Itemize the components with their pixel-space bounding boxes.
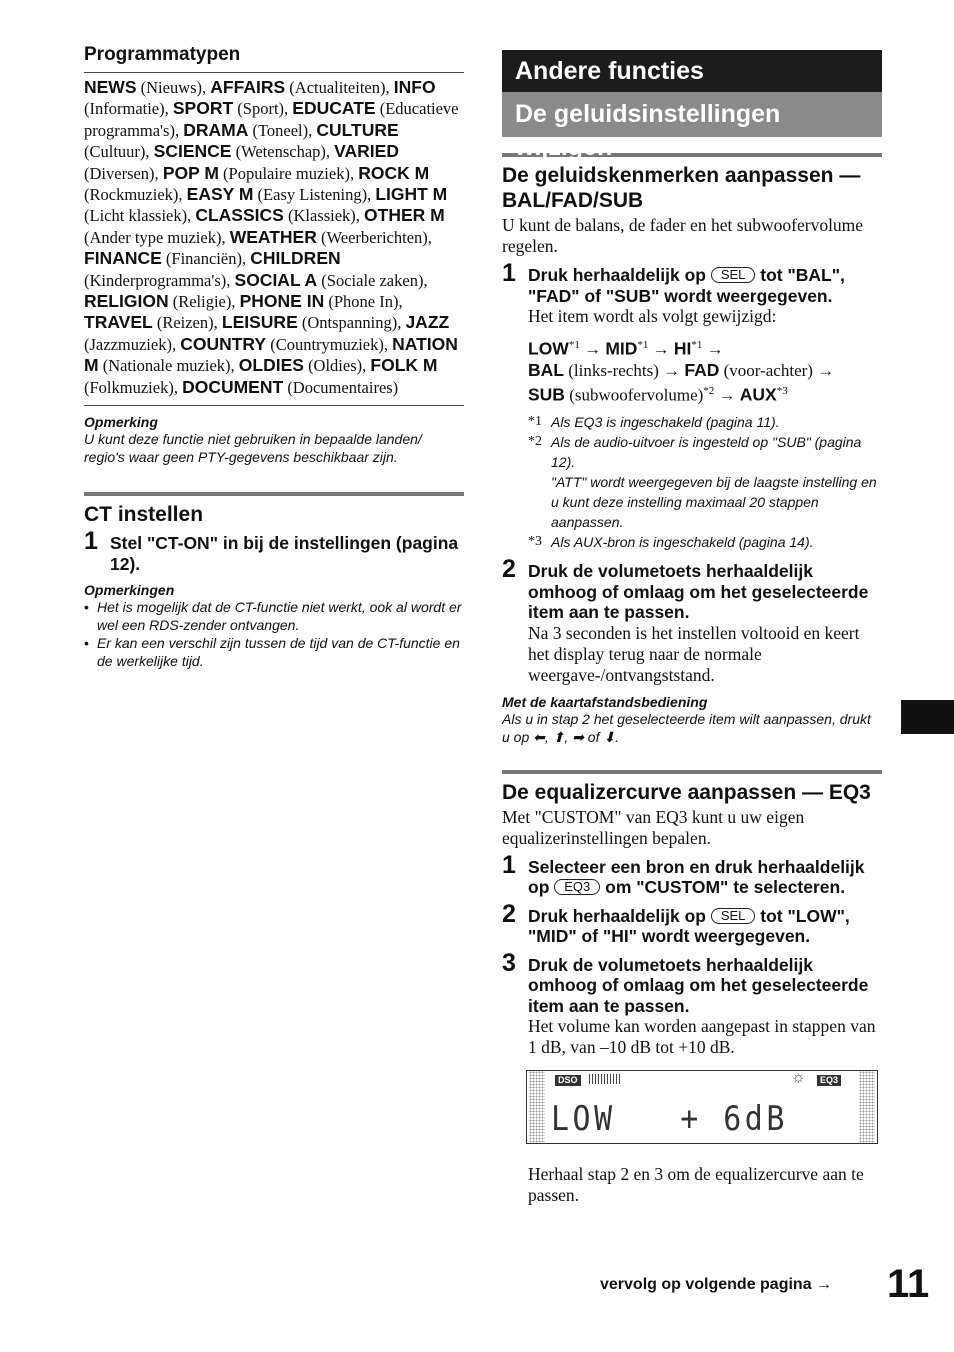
lcd-readout: LOW + 6dB (551, 1099, 788, 1140)
notes-title: Opmerkingen (84, 582, 175, 599)
pty-item: EDUCATE (Educatieve programma's), (84, 98, 459, 140)
left-column (84, 44, 464, 670)
footnote: *3 Als AUX-bron is ingeschakeld (pagina 14). (528, 534, 814, 551)
lcd-display-illustration (526, 1070, 878, 1144)
step-text: Druk herhaaldelijk op SEL tot "BAL", "FAD" of "SUB" wordt weergegeven. (528, 265, 845, 306)
lcd-dot-matrix (859, 1071, 875, 1143)
step-body: Na 3 seconden is het instellen voltooid en keert het display terug naar de normale weergave-/ontvangststand. (528, 622, 860, 685)
pty-item: TRAVEL (Reizen), (84, 312, 222, 333)
step-number: 3 (502, 948, 516, 977)
sel-button-label: SEL (711, 908, 756, 924)
arrow-keys-icon: ⬅, ⬆, ➡ (533, 728, 584, 745)
pty-title: Programmatypen (84, 44, 241, 65)
note-title: Opmerking (84, 414, 158, 431)
divider (84, 72, 464, 73)
pty-item: EASY M (Easy Listening), (186, 184, 376, 205)
eq3-indicator: EQ3 (817, 1075, 841, 1086)
pty-item: POP M (Populaire muziek), (162, 162, 359, 183)
pty-item: SOCIAL A (Sociale zaken), (234, 269, 428, 290)
step-text: Druk de volumetoets herhaaldelijk omhoog of omlaag om het geselecteerde item aan te passen. (528, 954, 869, 1016)
notes-list (84, 598, 464, 670)
remote-text: Als u in stap 2 het geselecteerde item wilt aanpassen, drukt u op ⬅, ⬆, ➡ of ⬇. (502, 710, 871, 745)
pty-item: INFO (Informatie), (84, 77, 436, 119)
ct-step-1 (84, 527, 464, 574)
footnote: *2 Als de audio-uitvoer is ingesteld op "SUB" (pagina 12). (528, 434, 862, 471)
chapter-banner: Andere functies (502, 50, 882, 92)
pty-item: FOLK M (Folkmuziek), (84, 355, 438, 397)
pty-item: FINANCE (Financiën), (84, 248, 251, 269)
page-number: 11 (887, 1262, 930, 1306)
pty-item: DRAMA (Toneel), (183, 119, 317, 140)
pty-item: OLDIES (Oldies), (238, 355, 371, 376)
right-column (502, 50, 882, 1206)
pty-list (84, 77, 464, 398)
remote-title: Met de kaartafstandsbediening (502, 693, 708, 710)
arrow-down-icon: ⬇ (603, 728, 616, 745)
pty-item: NEWS (Nieuws), (84, 77, 211, 97)
step-text: Druk herhaaldelijk op SEL tot "LOW", "MID" of "HI" wordt weergegeven. (528, 905, 850, 947)
pty-item: JAZZ (Jazzmuziek), (84, 312, 450, 354)
lcd-dot-matrix (529, 1071, 545, 1143)
step-number: 1 (84, 527, 98, 556)
pty-item: AFFAIRS (Actualiteiten), (210, 77, 394, 97)
section-tab-marker (901, 700, 954, 734)
pty-item: WEATHER (Weerberichten), (229, 226, 432, 247)
pty-item: RELIGION (Religie), (84, 291, 240, 312)
pty-item: ROCK M (Rockmuziek), (84, 162, 430, 205)
pty-item: SCIENCE (Wetenschap), (153, 141, 335, 162)
step-number: 1 (502, 850, 516, 879)
pty-item: CHILDREN (Kinderprogramma's), (84, 248, 341, 290)
section-divider (502, 770, 882, 774)
topic-banner: De geluidsinstellingen wijzigen (502, 92, 882, 137)
pty-item: LEISURE (Ontspanning), (221, 312, 406, 333)
step-number: 2 (502, 899, 516, 928)
divider (84, 405, 464, 406)
pty-item: CULTURE (Cultuur), (84, 119, 399, 162)
closing-text: Herhaal stap 2 en 3 om de equalizercurve aan te passen. (528, 1164, 864, 1206)
sel-button-label: SEL (711, 267, 756, 283)
section-title-eq3: De equalizercurve aanpassen — EQ3 (502, 780, 871, 804)
pty-item: VARIED (Diversen), (84, 141, 399, 183)
bal-step-1 (502, 259, 882, 327)
eq3-button-label: EQ3 (554, 879, 600, 895)
pty-item: CLASSICS (Klassiek), (195, 205, 365, 226)
section-divider (84, 492, 464, 496)
section-title-bal: De geluidskenmerken aanpassen — BAL/FAD/SUB (502, 164, 861, 212)
item-sequence: LOW$^{*1}$ → MID$^{*1}$ → HI$^{*1}$ → BAL (links-rechts) → FAD (voor-achter) → SUB (subwoofervolume)$^{*2}$ → AUX$^{*3}$ (528, 338, 835, 405)
pty-item: DOCUMENT (Documentaires) (182, 376, 399, 397)
section-intro: Met "CUSTOM" van EQ3 kunt u uw eigen equalizerinstellingen bepalen. (502, 806, 805, 848)
pty-item: COUNTRY (Countrymuziek), (180, 333, 393, 354)
eq-step-3 (502, 948, 882, 1059)
step-body: Het item wordt als volgt gewijzigd: (528, 306, 777, 326)
step-number: 2 (502, 555, 516, 584)
level-meter-icon (589, 1074, 621, 1084)
pty-item: OTHER M (Ander type muziek), (84, 205, 445, 247)
footnote: *1 Als EQ3 is ingeschakeld (pagina 11). (528, 414, 780, 431)
eq-step-1 (502, 850, 882, 898)
step-text: Selecteer een bron en druk herhaaldelijk op EQ3 om "CUSTOM" te selecteren. (528, 856, 865, 898)
continue-note: vervolg op volgende pagina → (600, 1276, 833, 1293)
footnotes (528, 413, 882, 553)
step-text: Druk de volumetoets herhaaldelijk omhoog of omlaag om het geselecteerde item aan te passen. (528, 561, 869, 623)
note-text: U kunt deze functie niet gebruiken in bepaalde landen/ regio's waar geen PTY-gegevens beschikbaar zijn. (84, 431, 422, 466)
note-item: • Het is mogelijk dat de CT-functie niet werkt, ook al wordt er wel een RDS-zender ontvangen. (84, 598, 464, 634)
footnote: "ATT" wordt weergegeven bij de laagste instelling en u kunt deze instelling maximaal 20 stappen aanpassen. (551, 474, 877, 531)
pty-item: SPORT (Sport), (172, 98, 293, 119)
sun-icon: ☼ (791, 1069, 806, 1087)
step-body: Het volume kan worden aangepast in stappen van 1 dB, van –10 dB tot +10 dB. (528, 1016, 876, 1058)
step-number: 1 (502, 259, 516, 287)
pty-item: NATION M (Nationale muziek), (84, 333, 458, 376)
dso-indicator: DSO (555, 1075, 581, 1086)
eq-step-2 (502, 899, 882, 947)
note-item: • Er kan een verschil zijn tussen de tijd van de CT-functie en de werkelijke tijd. (84, 634, 464, 670)
section-intro: U kunt de balans, de fader en het subwoofervolume regelen. (502, 215, 864, 256)
bal-step-2 (502, 555, 882, 686)
pty-item: PHONE IN (Phone In), (239, 291, 403, 312)
pty-item: LIGHT M (Licht klassiek), (84, 184, 448, 226)
step-text: Stel "CT-ON" in bij de instellingen (pagina 12). (110, 533, 459, 574)
section-title-ct: CT instellen (84, 503, 204, 527)
